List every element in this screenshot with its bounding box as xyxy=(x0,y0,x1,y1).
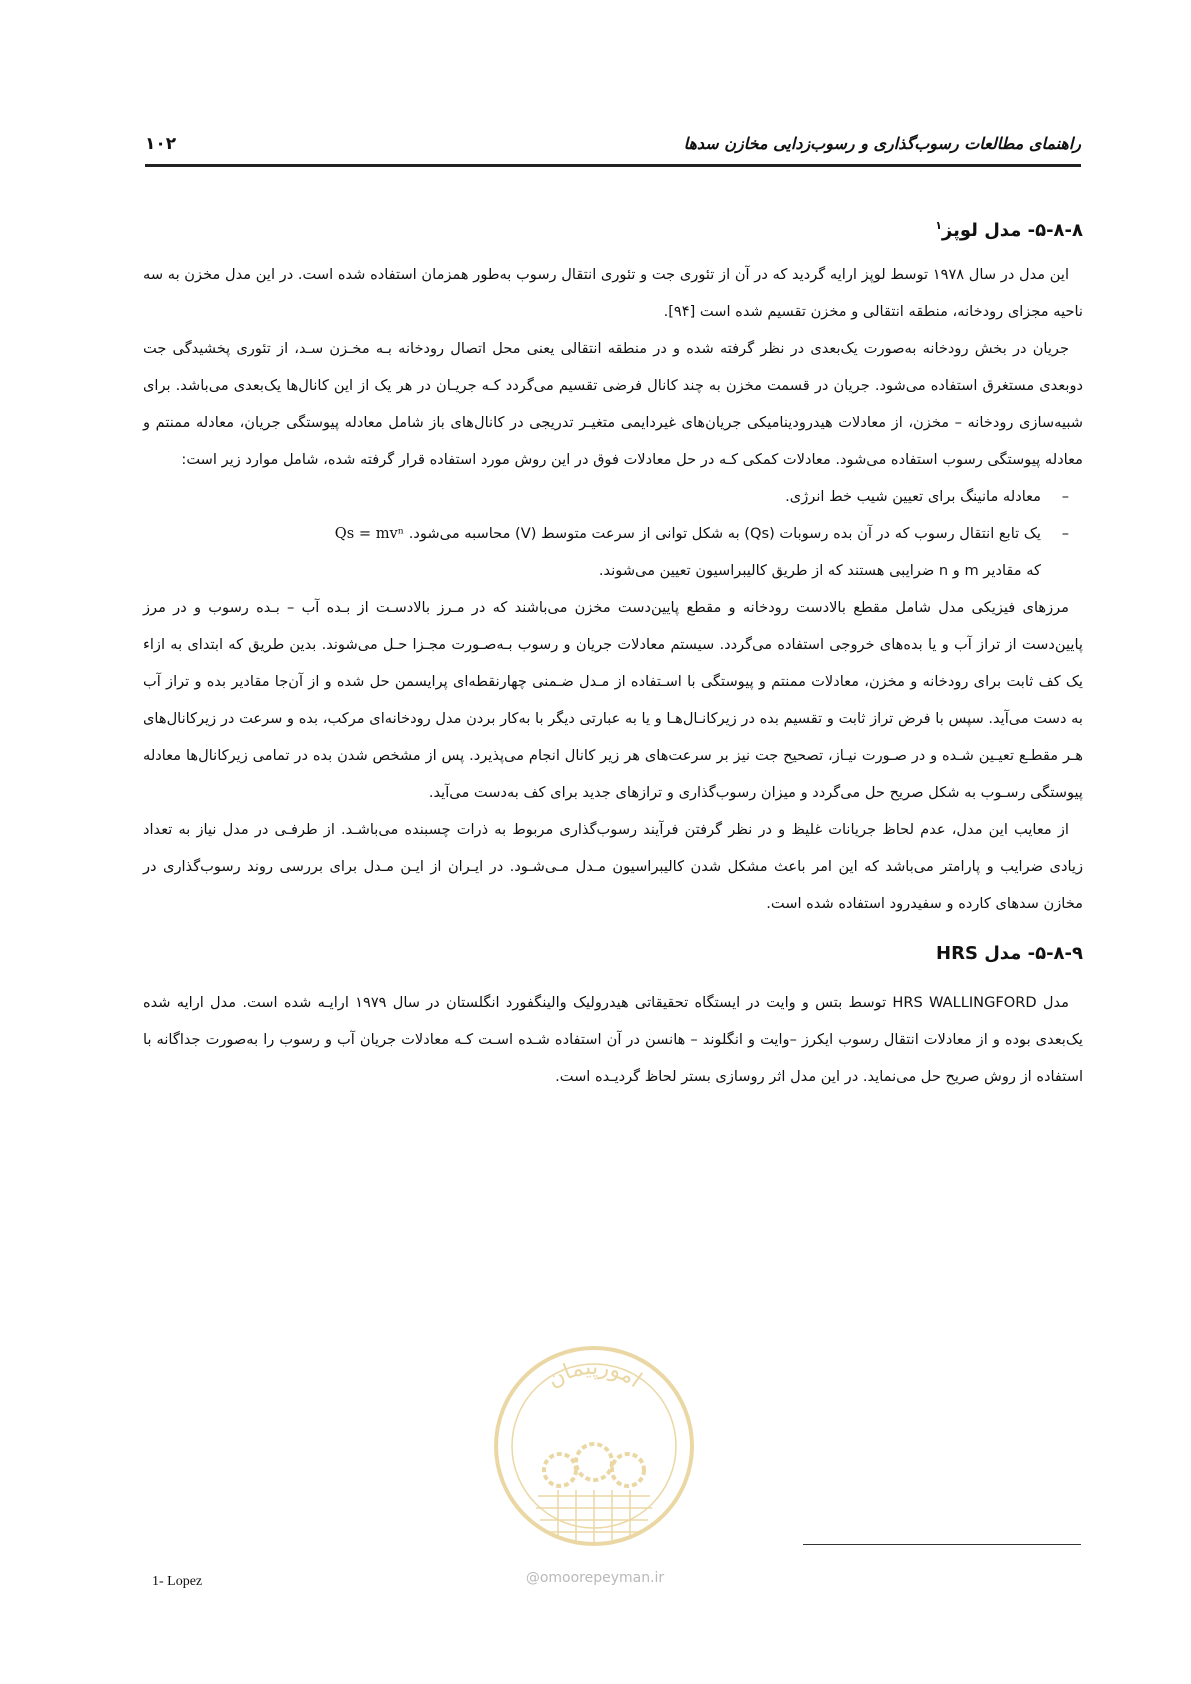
sediment-formula: Qs = mvⁿ xyxy=(334,525,405,542)
paragraph: مدل HRS WALLINGFORD توسط بتس و وایت در ایستگاه تحقیقاتی هیدرولیک والینگفورد انگلستان در سال ۱۹۷۹ ارایـه شده است. مدل ارایه شده یک‌بعدی بوده و از معادلات انتقال رسوب ایکرز –وایت و انگلوند – هانسن در آن استفاده شـده اسـت کـه معادلات جریان آب و رسوب را به‌صورت جداگانه با استفاده از روش صریح حل می‌نماید. در این مدل اثر روسازی بستر لحاظ گردیـده است. xyxy=(143,994,1083,1085)
list-item xyxy=(143,515,1083,589)
dash-bullet: – xyxy=(1061,488,1069,505)
list-item-text: یک تابع انتقال رسوب که در آن بده رسوبات (Qs) به شکل توانی از سرعت متوسط (V) محاسبه می‌شود. xyxy=(408,525,1041,542)
page-number: ۱۰۲ xyxy=(145,134,177,154)
watermark-logo xyxy=(488,1340,700,1560)
footnote: 1- Lopez xyxy=(152,1574,203,1589)
paragraph: مرزهای فیزیکی مدل شامل مقطع بالادست رودخانه و مقطع پایین‌دست مخزن می‌باشند که در مـرز بالادسـت از بـده آب – بـده رسوب و در مرز پایین‌دست از تراز آب و یا بده‌های خروجی استفاده می‌گردد. سیستم معادلات جریان و رسوب بـه‌صـورت مجـزا حـل می‌شوند. بدین طریق که ابتدای به ازاء یک کف ثابت برای رودخانه و مخزن، معادلات ممنتم و پیوستگی با اسـتفاده از مـدل ضـمنی چهارنقطه‌ای پرایسمن حل شده و از آن‌جا مقادیر بده و تراز آب به دست می‌آید. سپس با فرض تراز ثابت و تقسیم بده در زیرکانـال‌هـا و یا به عبارتی دیگر با به‌کار بردن مدل رودخانه‌ای مرکب، بده و سرعت در زیرکانال‌های هـر مقطـع تعیـین شـده و در صـورت نیـاز، تصحیح جت نیز بر سرعت‌های هر زیر کانال انجام می‌پذیرد. پس از مشخص شدن بده در تمامی زیرکانال‌ها معادله پیوستگی رسـوب به شکل صریح حل می‌گردد و میزان رسوب‌گذاری و ترازهای جدید برای کف به‌دست می‌آید. xyxy=(143,599,1083,801)
footnote-divider xyxy=(803,1544,1081,1545)
paragraph: جریان در بخش رودخانه به‌صورت یک‌بعدی در نظر گرفته شده و در منطقه انتقالی یعنی محل اتصال رودخانه بـه مخـزن سـد، از تئوری پخشیدگی جت دوبعدی مستغرق استفاده می‌شود. جریان در قسمت مخزن به چند کانال فرضی تقسیم می‌گردد کـه جریـان در هر یک از این کانال‌ها یک‌بعدی می‌باشد. برای شبیه‌سازی رودخانه – مخزن، از معادلات هیدرودینامیکی جریان‌های غیردایمی متغیـر تدریجی در کانال‌های باز شامل معادله پیوستگی جریان، معادله ممنتم و معادله پیوستگی رسوب استفاده می‌شود. معادلات کمکی کـه در حل معادلات فوق در این روش مورد استفاده قرار گرفته شده، شامل موارد زیر است: xyxy=(143,340,1083,468)
paragraph: از معایب این مدل، عدم لحاظ جریانات غلیظ و در نظر گرفتن فرآیند رسوب‌گذاری مربوط به ذرات چسبنده می‌باشـد. از طرفـی در مدل نیاز به تعداد زیادی ضرایب و پارامتر می‌باشد که این امر باعث مشکل شدن کالیبراسیون مـدل مـی‌شـود. در ایـران از ایـن مـدل برای بررسی روند رسوب‌گذاری در مخازن سدهای کارده و سفیدرود استفاده شده است. xyxy=(143,821,1083,912)
page-header xyxy=(145,128,1081,167)
watermark-logo-text: امورپیمان xyxy=(542,1354,647,1394)
list-item-text: معادله مانینگ برای تعیین شیب خط انرژی. xyxy=(785,488,1041,505)
section-heading-hrs: ۵-۸-۹- مدل HRS xyxy=(936,943,1083,964)
list-item xyxy=(143,478,1083,515)
bullet-list xyxy=(143,478,1083,589)
main-content xyxy=(143,210,1083,1095)
paragraph: این مدل در سال ۱۹۷۸ توسط لوپز ارایه گردید که در آن از تئوری جت و تئوری انتقال رسوب به‌طور همزمان استفاده شده است. در این مدل مخزن به سه ناحیه مجزای رودخانه، منطقه انتقالی و مخزن تقسیم شده است [۹۴]. xyxy=(143,266,1083,320)
list-item-continuation: که مقادیر m و n ضرایبی هستند که از طریق کالیبراسیون تعیین می‌شوند. xyxy=(598,562,1041,579)
watermark-url: @omoorepeyman.ir xyxy=(525,1570,665,1586)
running-title: راهنمای مطالعات رسوب‌گذاری و رسوب‌زدایی مخازن سدها xyxy=(683,134,1081,153)
footnote-marker: ۱ xyxy=(935,219,942,232)
dash-bullet: – xyxy=(1061,525,1069,542)
section-heading-text: ۵-۸-۸- مدل لوپز xyxy=(941,220,1083,241)
section-heading-lopez xyxy=(143,210,1083,242)
